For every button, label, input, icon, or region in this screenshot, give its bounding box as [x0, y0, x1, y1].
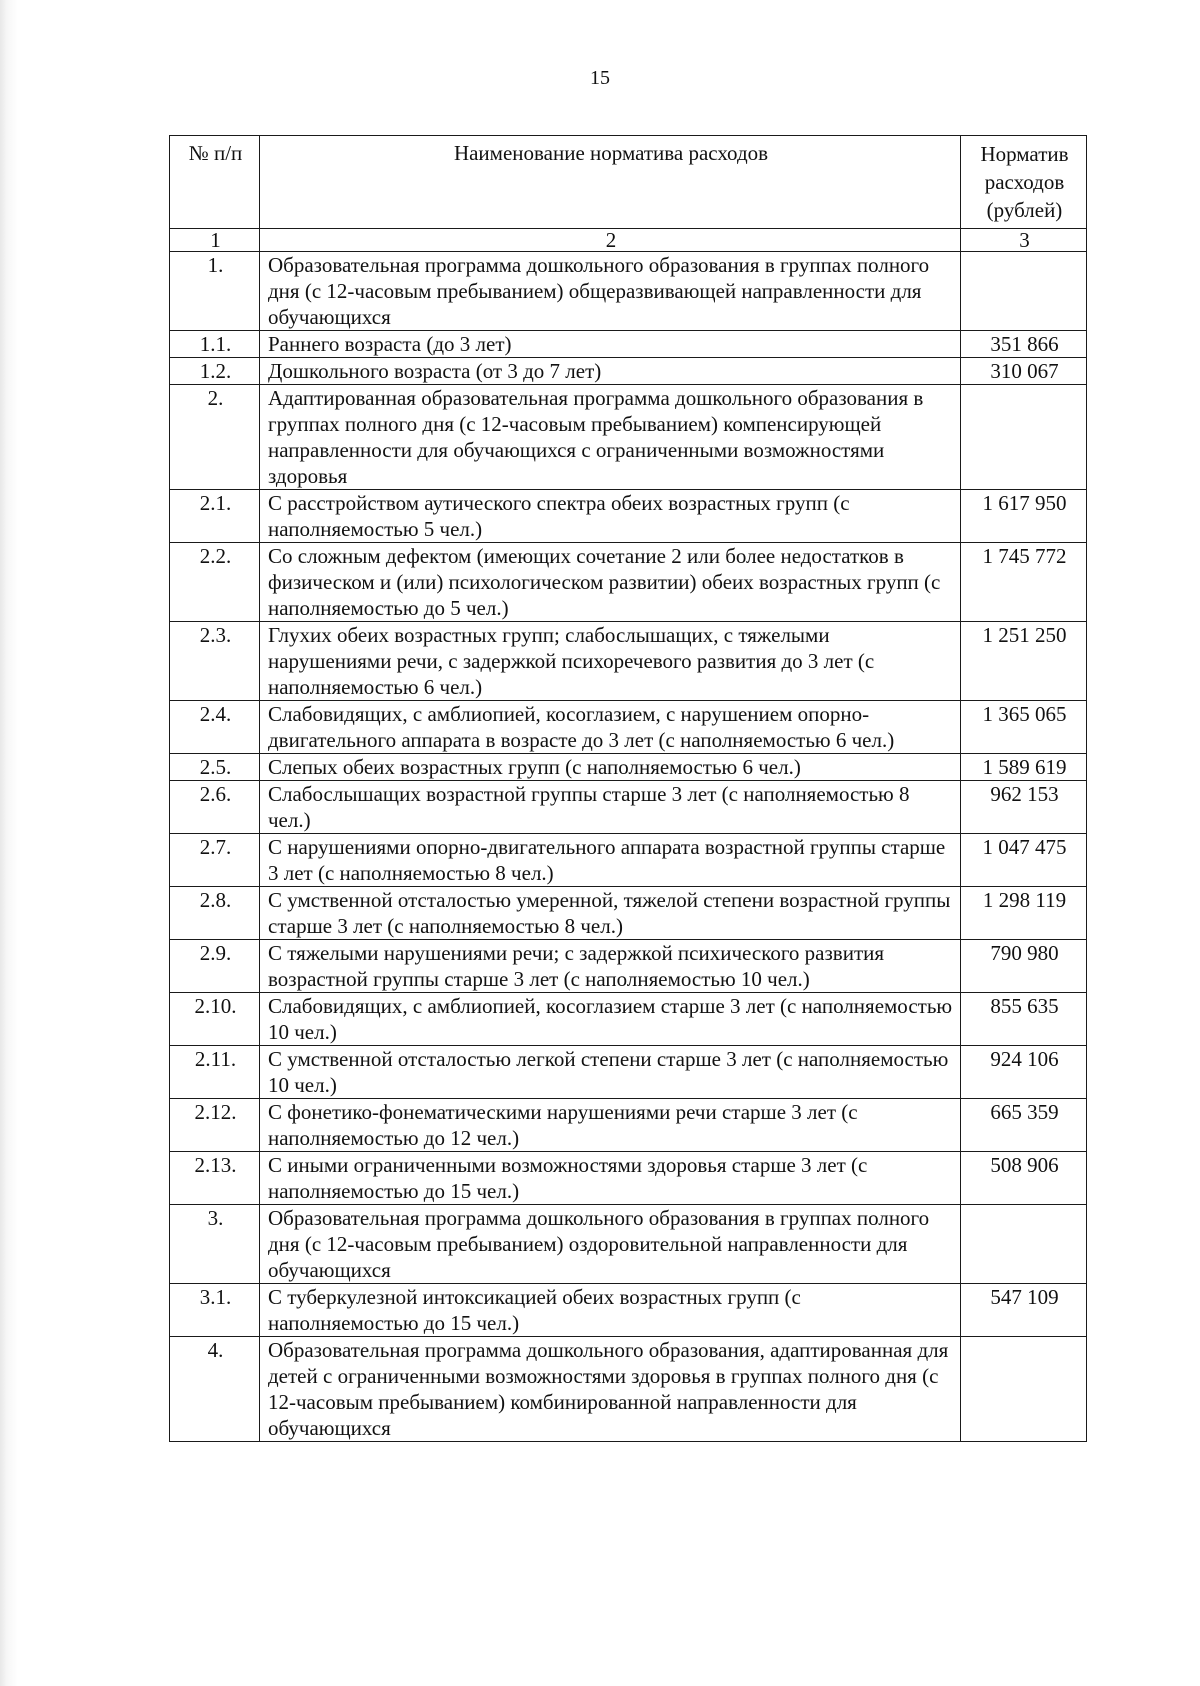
- row-value: 962 153: [961, 781, 1087, 834]
- table-header-row: [170, 136, 1087, 229]
- row-number: 2.12.: [170, 1099, 260, 1152]
- table-row: [170, 1337, 1087, 1442]
- row-value: 1 365 065: [961, 701, 1087, 754]
- row-value: [961, 1205, 1087, 1284]
- row-number: 2.10.: [170, 993, 260, 1046]
- row-value: 1 047 475: [961, 834, 1087, 887]
- column-index-row: [170, 229, 1087, 252]
- header-name: Наименование норматива расходов: [260, 136, 961, 229]
- row-value: 924 106: [961, 1046, 1087, 1099]
- row-name: С нарушениями опорно-двигательного аппарата возрастной группы старше 3 лет (с наполняемостью 8 чел.): [260, 834, 961, 887]
- row-name: С умственной отсталостью легкой степени старше 3 лет (с наполняемостью 10 чел.): [260, 1046, 961, 1099]
- row-name: С умственной отсталостью умеренной, тяжелой степени возрастной группы старше 3 лет (с наполняемостью 8 чел.): [260, 887, 961, 940]
- row-value: 547 109: [961, 1284, 1087, 1337]
- scan-edge: [0, 0, 18, 1686]
- table-row: [170, 887, 1087, 940]
- row-number: 2.5.: [170, 754, 260, 781]
- row-value: 1 298 119: [961, 887, 1087, 940]
- page-number: 15: [590, 67, 610, 89]
- row-name: Образовательная программа дошкольного образования, адаптированная для детей с ограниченными возможностями здоровья в группах полного дня (с 12-часовым пребыванием) комбинированной направленности для обучающихся: [260, 1337, 961, 1442]
- row-name: Раннего возраста (до 3 лет): [260, 331, 961, 358]
- table-row: [170, 490, 1087, 543]
- row-number: 1.1.: [170, 331, 260, 358]
- row-value: 1 589 619: [961, 754, 1087, 781]
- row-number: 1.: [170, 252, 260, 331]
- table-row: [170, 1152, 1087, 1205]
- row-number: 2.7.: [170, 834, 260, 887]
- row-name: Слабослышащих возрастной группы старше 3 лет (с наполняемостью 8 чел.): [260, 781, 961, 834]
- table-row: [170, 781, 1087, 834]
- row-number: 2.2.: [170, 543, 260, 622]
- table-row: [170, 701, 1087, 754]
- row-number: 2.4.: [170, 701, 260, 754]
- table-row: [170, 622, 1087, 701]
- row-name: С расстройством аутического спектра обеих возрастных групп (с наполняемостью 5 чел.): [260, 490, 961, 543]
- table-row: [170, 252, 1087, 331]
- row-value: [961, 252, 1087, 331]
- column-index-1: 1: [170, 229, 260, 252]
- row-number: 2.6.: [170, 781, 260, 834]
- row-name: Слабовидящих, с амблиопией, косоглазием, с нарушением опорно-двигательного аппарата в возрасте до 3 лет (с наполняемостью 6 чел.): [260, 701, 961, 754]
- row-name: Образовательная программа дошкольного образования в группах полного дня (с 12-часовым пребыванием) оздоровительной направленности для обучающихся: [260, 1205, 961, 1284]
- row-value: 665 359: [961, 1099, 1087, 1152]
- row-value: 508 906: [961, 1152, 1087, 1205]
- table-row: [170, 993, 1087, 1046]
- header-number: № п/п: [170, 136, 260, 229]
- table-row: [170, 543, 1087, 622]
- row-number: 2.3.: [170, 622, 260, 701]
- table-row: [170, 1099, 1087, 1152]
- row-name: Образовательная программа дошкольного образования в группах полного дня (с 12-часовым пребыванием) общеразвивающей направленности для обучающихся: [260, 252, 961, 331]
- row-value: [961, 385, 1087, 490]
- row-name: Слабовидящих, с амблиопией, косоглазием старше 3 лет (с наполняемостью 10 чел.): [260, 993, 961, 1046]
- row-name: Со сложным дефектом (имеющих сочетание 2 или более недостатков в физическом и (или) психологическом развитии) обеих возрастных групп (с наполняемостью до 5 чел.): [260, 543, 961, 622]
- row-number: 2.11.: [170, 1046, 260, 1099]
- row-name: Глухих обеих возрастных групп; слабослышащих, с тяжелыми нарушениями речи, с задержкой психоречевого развития до 3 лет (с наполняемостью 6 чел.): [260, 622, 961, 701]
- table-row: [170, 754, 1087, 781]
- table-row: [170, 834, 1087, 887]
- row-value: [961, 1337, 1087, 1442]
- row-number: 2.13.: [170, 1152, 260, 1205]
- table-row: [170, 1046, 1087, 1099]
- table-row: [170, 1284, 1087, 1337]
- column-index-3: 3: [961, 229, 1087, 252]
- row-value: 1 745 772: [961, 543, 1087, 622]
- row-number: 3.: [170, 1205, 260, 1284]
- row-value: 855 635: [961, 993, 1087, 1046]
- row-name: С фонетико-фонематическими нарушениями речи старше 3 лет (с наполняемостью до 12 чел.): [260, 1099, 961, 1152]
- row-value: 1 251 250: [961, 622, 1087, 701]
- table-row: [170, 331, 1087, 358]
- row-number: 2.8.: [170, 887, 260, 940]
- row-number: 2.: [170, 385, 260, 490]
- row-number: 4.: [170, 1337, 260, 1442]
- column-index-2: 2: [260, 229, 961, 252]
- header-value: Норматив расходов (рублей): [961, 136, 1087, 229]
- row-number: 1.2.: [170, 358, 260, 385]
- table-row: [170, 1205, 1087, 1284]
- row-value: 790 980: [961, 940, 1087, 993]
- row-name: С иными ограниченными возможностями здоровья старше 3 лет (с наполняемостью до 15 чел.): [260, 1152, 961, 1205]
- row-value: 310 067: [961, 358, 1087, 385]
- table-row: [170, 385, 1087, 490]
- row-number: 3.1.: [170, 1284, 260, 1337]
- row-name: С туберкулезной интоксикацией обеих возрастных групп (с наполняемостью до 15 чел.): [260, 1284, 961, 1337]
- row-name: Дошкольного возраста (от 3 до 7 лет): [260, 358, 961, 385]
- row-value: 1 617 950: [961, 490, 1087, 543]
- row-name: Адаптированная образовательная программа дошкольного образования в группах полного дня (с 12-часовым пребыванием) компенсирующей направленности для обучающихся с ограниченными возможностями здоровья: [260, 385, 961, 490]
- row-number: 2.9.: [170, 940, 260, 993]
- table-row: [170, 358, 1087, 385]
- row-name: Слепых обеих возрастных групп (с наполняемостью 6 чел.): [260, 754, 961, 781]
- row-number: 2.1.: [170, 490, 260, 543]
- row-name: С тяжелыми нарушениями речи; с задержкой психического развития возрастной группы старше 3 лет (с наполняемостью 10 чел.): [260, 940, 961, 993]
- table-row: [170, 940, 1087, 993]
- row-value: 351 866: [961, 331, 1087, 358]
- expense-norms-table: [169, 135, 1087, 1442]
